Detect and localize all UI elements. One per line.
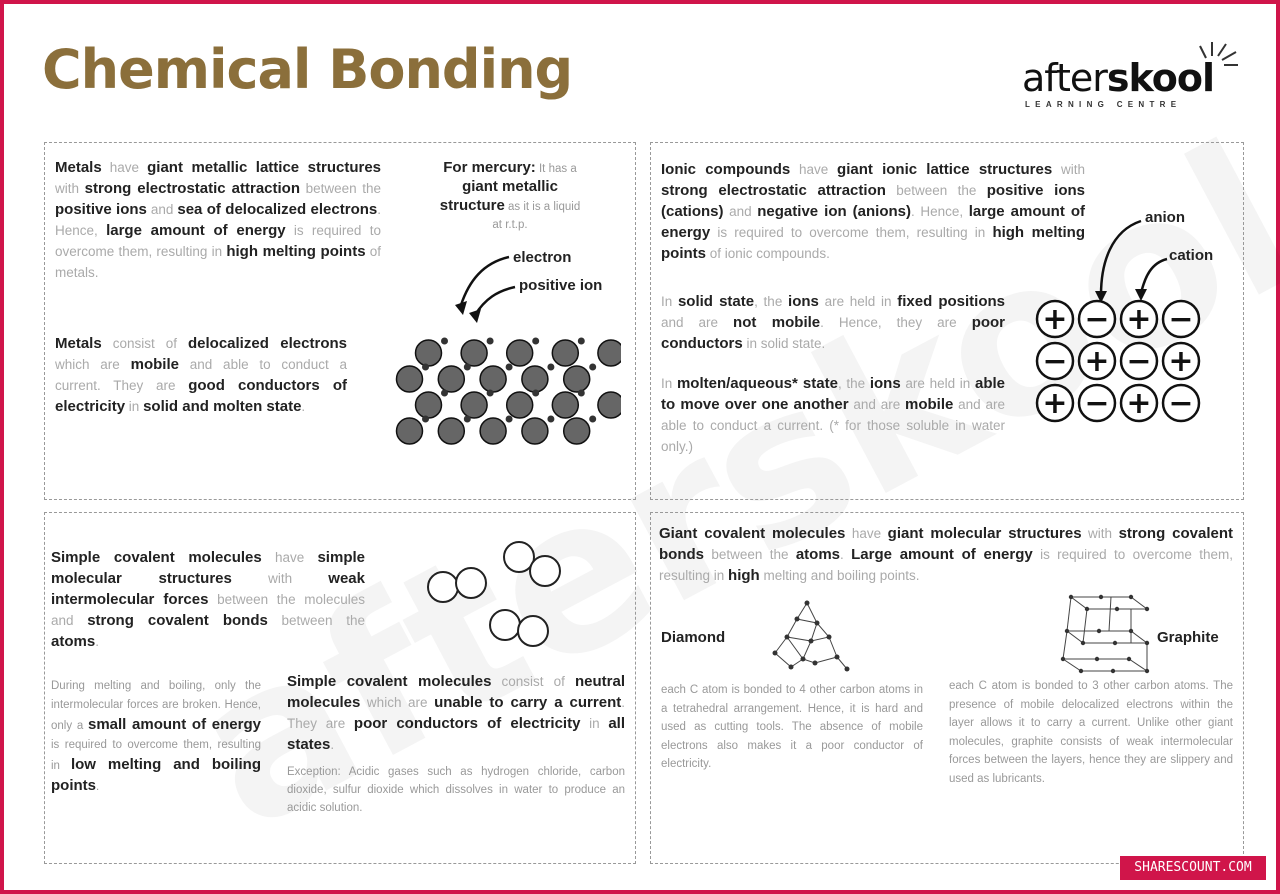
logo-subtitle: LEARNING CENTRE xyxy=(1025,100,1182,109)
body-text: and xyxy=(146,202,178,217)
positive-ion xyxy=(480,418,506,444)
positive-ion-lattice xyxy=(397,338,622,445)
key-term: positive ions (cations) xyxy=(661,182,1086,220)
body-text: and xyxy=(723,204,758,219)
ion-grid xyxy=(1037,301,1199,421)
body-text: . xyxy=(301,399,306,414)
minus-sign: − xyxy=(1042,344,1068,379)
body-text: in xyxy=(580,716,609,731)
electron xyxy=(464,416,471,423)
positive-ion xyxy=(416,392,442,418)
electron xyxy=(532,338,539,345)
key-term: Simple covalent molecules xyxy=(51,549,262,566)
label-graphite: Graphite xyxy=(1157,629,1219,646)
arrow-positive-ion xyxy=(475,287,515,315)
minus-sign: − xyxy=(1168,302,1194,337)
key-term: strong electrostatic attraction xyxy=(661,182,886,199)
key-term: molten/aqueous* state xyxy=(676,375,838,392)
body-text: and are xyxy=(848,397,906,412)
sun-icon xyxy=(1194,38,1244,78)
positive-ion xyxy=(522,418,548,444)
key-term: high xyxy=(728,567,760,584)
body-text: melting and boiling points. xyxy=(759,568,920,583)
minus-sign: − xyxy=(1084,386,1110,421)
positive-ion xyxy=(552,392,578,418)
key-term: fixed positions xyxy=(897,293,1006,310)
body-text: It has a xyxy=(535,163,577,175)
electron xyxy=(422,416,429,423)
positive-ion xyxy=(507,340,533,366)
positive-ion xyxy=(397,366,423,392)
metals-para-1 xyxy=(55,157,381,283)
body-text: are held in xyxy=(900,376,975,391)
key-term: ions xyxy=(788,293,819,310)
graphite-text: each C atom is bonded to 3 other carbon atoms. The presence of mobile delocalized electrons within the layer allows it to carry a current. Unlike other giant molecules, graphite consists of weak intermolecular forces between the layers, hence they are slippery and used as lubricants. xyxy=(949,680,1233,785)
key-term: negative ion (anions) xyxy=(757,203,912,220)
body-text: . xyxy=(96,781,100,793)
positive-ion xyxy=(522,366,548,392)
electron xyxy=(487,338,494,345)
body-text: , the xyxy=(754,294,789,309)
positive-ion xyxy=(438,418,464,444)
giant-para-1 xyxy=(659,523,1233,586)
positive-ion xyxy=(598,392,621,418)
ionic-para-2 xyxy=(661,291,1005,354)
panel-giant-covalent xyxy=(650,512,1244,864)
key-term: strong covalent bonds xyxy=(87,612,268,629)
body-text: In xyxy=(661,294,678,309)
label-cation: cation xyxy=(1169,247,1214,264)
body-text: . Hence, they are xyxy=(820,315,972,330)
key-term: Simple covalent molecules xyxy=(287,673,492,690)
simple-para-1 xyxy=(51,547,365,652)
body-text: which are xyxy=(55,357,131,372)
electron xyxy=(578,338,585,345)
label-positive-ion: positive ion xyxy=(519,277,603,294)
body-text: with xyxy=(1052,162,1085,177)
simple-para-3 xyxy=(287,671,625,755)
body-text: and are able to conduct a current. (* for those soluble in water only.) xyxy=(661,397,1005,454)
simple-exception: Exception: Acidic gases such as hydrogen chloride, carbon dioxide, sulfur dioxide which dissolves in water to produce an acidic solution. xyxy=(287,766,625,814)
key-term: unable to carry a current xyxy=(434,694,622,711)
key-term: solid state xyxy=(677,293,755,310)
plus-sign: + xyxy=(1042,386,1068,421)
key-term: all states xyxy=(287,715,625,753)
body-text: consist of xyxy=(491,674,575,689)
body-text: have xyxy=(101,160,148,175)
positive-ion xyxy=(507,392,533,418)
body-text: with xyxy=(231,571,329,586)
positive-ion xyxy=(564,366,590,392)
key-term: high melting points xyxy=(661,224,1085,262)
simple-molecules-diagram xyxy=(415,533,575,653)
key-term: Metals xyxy=(55,335,102,352)
minus-sign: − xyxy=(1168,386,1194,421)
page-title: Chemical Bonding xyxy=(42,38,573,101)
logo-word-bold: skool xyxy=(1106,56,1215,100)
body-text: is required to overcome them, resulting in xyxy=(710,225,993,240)
electron xyxy=(487,390,494,397)
body-text: . xyxy=(95,634,99,649)
label-diamond: Diamond xyxy=(661,629,726,646)
key-term: giant metallic lattice structures xyxy=(147,159,382,176)
key-term: poor conductors xyxy=(661,314,1006,352)
body-text: of metals. xyxy=(55,244,381,280)
electron xyxy=(422,364,429,371)
key-term: Giant covalent molecules xyxy=(659,525,846,542)
arrowhead-electron-icon xyxy=(455,301,467,315)
body-text: . xyxy=(840,547,852,562)
body-text: consist of xyxy=(101,336,188,351)
arrow-cation xyxy=(1141,259,1167,293)
positive-ion xyxy=(552,340,578,366)
body-text: . xyxy=(330,737,335,752)
ionic-para-1 xyxy=(661,159,1085,264)
plus-sign: + xyxy=(1168,344,1194,379)
arrow-electron xyxy=(461,257,509,305)
body-text: have xyxy=(261,550,318,565)
key-term: small amount of energy xyxy=(87,716,261,733)
logo-wordmark xyxy=(1022,56,1214,100)
body-text: between the xyxy=(300,181,382,196)
arrowhead-positive-ion-icon xyxy=(469,309,481,323)
body-text: of ionic compounds. xyxy=(706,246,830,261)
simple-para-2 xyxy=(51,677,261,797)
arrowhead-cation-icon xyxy=(1135,289,1147,301)
graphite-structure-icon xyxy=(1051,587,1155,675)
body-text: between the xyxy=(704,547,796,562)
electron xyxy=(441,390,448,397)
key-term: positive ions xyxy=(55,201,147,218)
minus-sign: − xyxy=(1126,344,1152,379)
key-term: giant molecular structures xyxy=(887,525,1082,542)
label-electron: electron xyxy=(513,249,572,266)
positive-ion xyxy=(480,366,506,392)
key-term: Ionic compounds xyxy=(661,161,791,178)
body-text: and are xyxy=(661,315,734,330)
key-term: mobile xyxy=(905,396,954,413)
positive-ion xyxy=(416,340,442,366)
key-term: not mobile xyxy=(733,314,821,331)
plus-sign: + xyxy=(1042,302,1068,337)
body-text: between the xyxy=(267,613,365,628)
body-text: between the molecules and xyxy=(51,592,365,628)
positive-ion xyxy=(461,392,487,418)
key-term: Large amount of energy xyxy=(851,546,1033,563)
body-text: . They are xyxy=(287,695,625,731)
key-term: large amount of energy xyxy=(661,203,1085,241)
panel-simple-covalent xyxy=(44,512,636,864)
ionic-para-3 xyxy=(661,373,1005,457)
body-text: which are xyxy=(360,695,435,710)
body-text: , the xyxy=(837,376,870,391)
body-text: is required to overcome them, resulting in xyxy=(51,739,261,772)
logo-word-light: after xyxy=(1022,56,1107,100)
molecule-atom xyxy=(428,572,458,602)
body-text: have xyxy=(845,526,888,541)
body-text: with xyxy=(55,181,85,196)
metals-para-2 xyxy=(55,333,347,417)
key-term: solid and molten state xyxy=(143,398,302,415)
panel-metals xyxy=(44,142,636,500)
molecule-atom xyxy=(456,568,486,598)
body-text: as it is a liquid at r.t.p. xyxy=(492,201,581,231)
metallic-lattice-diagram xyxy=(371,243,621,473)
body-text: in solid state. xyxy=(742,336,826,351)
minus-sign: − xyxy=(1084,302,1110,337)
key-term: low melting and boiling points xyxy=(51,756,261,794)
body-text: have xyxy=(790,162,838,177)
key-term: simple molecular structures xyxy=(51,549,365,587)
key-term: strong covalent bonds xyxy=(659,525,1234,563)
positive-ion xyxy=(598,340,621,366)
positive-ion xyxy=(564,418,590,444)
key-term: Metals xyxy=(55,159,102,176)
molecule-atom xyxy=(530,556,560,586)
electron xyxy=(589,364,596,371)
electron xyxy=(441,338,448,345)
body-text: are held in xyxy=(818,294,898,309)
plus-sign: + xyxy=(1084,344,1110,379)
key-term: weak intermolecular forces xyxy=(51,570,365,608)
body-text: During melting and boiling, only the intermolecular forces are broken. Hence, only a xyxy=(51,680,261,732)
key-term: sea of delocalized electrons xyxy=(177,201,378,218)
body-text: between the xyxy=(885,183,987,198)
electron xyxy=(578,390,585,397)
key-term: giant metallic structure xyxy=(439,178,558,214)
body-text: In xyxy=(661,376,677,391)
molecule-atom xyxy=(518,616,548,646)
electron xyxy=(547,364,554,371)
ionic-lattice-diagram xyxy=(1031,207,1231,437)
diamond-structure-icon xyxy=(767,597,857,677)
key-term: For mercury: xyxy=(443,159,536,176)
molecule-atom xyxy=(490,610,520,640)
plus-sign: + xyxy=(1126,386,1152,421)
electron xyxy=(589,416,596,423)
panel-ionic xyxy=(650,142,1244,500)
key-term: able to move over one another xyxy=(661,375,1005,413)
electron xyxy=(547,416,554,423)
key-term: large amount of energy xyxy=(106,222,286,239)
electron xyxy=(532,390,539,397)
key-term: atoms xyxy=(51,633,96,650)
mercury-note xyxy=(435,159,585,234)
arrow-anion xyxy=(1101,221,1141,295)
plus-sign: + xyxy=(1126,302,1152,337)
key-term: delocalized electrons xyxy=(188,335,347,352)
positive-ion xyxy=(461,340,487,366)
body-text: . Hence, xyxy=(55,202,381,238)
key-term: neutral molecules xyxy=(287,673,626,711)
electron xyxy=(506,364,513,371)
positive-ion xyxy=(397,418,423,444)
electron xyxy=(506,416,513,423)
key-term: good conductors of electricity xyxy=(55,377,347,415)
key-term: poor conductors of electricity xyxy=(353,715,581,732)
source-badge: SHARESCOUNT.COM xyxy=(1120,856,1266,880)
body-text: and able to conduct a current. They are xyxy=(55,357,347,393)
body-text: is required to overcome them, resulting in xyxy=(659,547,1233,583)
body-text: with xyxy=(1081,526,1119,541)
body-text: is required to overcome them, resulting in xyxy=(55,223,381,259)
key-term: mobile xyxy=(130,356,179,373)
electron xyxy=(464,364,471,371)
key-term: giant ionic lattice structures xyxy=(837,161,1053,178)
body-text: in xyxy=(125,399,144,414)
label-anion: anion xyxy=(1145,209,1185,226)
positive-ion xyxy=(438,366,464,392)
key-term: ions xyxy=(869,375,901,392)
key-term: high melting points xyxy=(226,243,366,260)
body-text: . Hence, xyxy=(911,204,969,219)
diamond-text: each C atom is bonded to 4 other carbon atoms in a tetrahedral arrangement. Hence, it is hard and used as cutting tools. The absence of mobile electrons also makes it a poor conductor of electricity. xyxy=(661,684,923,770)
key-term: strong electrostatic attraction xyxy=(84,180,301,197)
key-term: atoms xyxy=(795,546,841,563)
